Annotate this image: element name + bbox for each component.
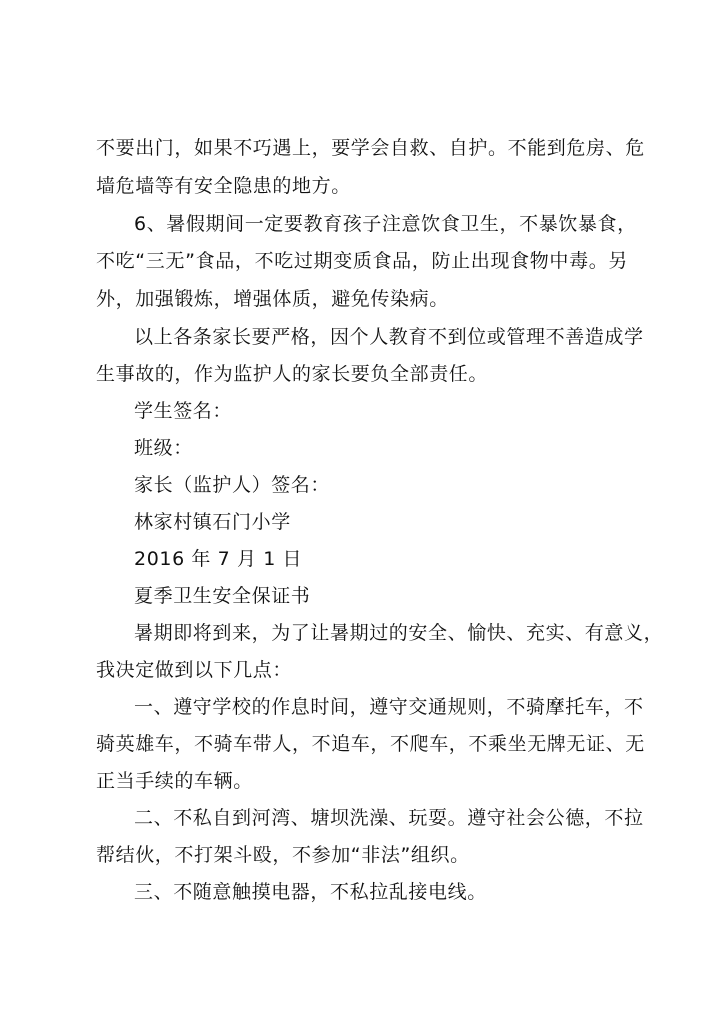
text-line: 三、不随意触摸电器，不私拉乱接电线。 [134, 881, 487, 903]
text-line: 6、暑假期间一定要教育孩子注意饮食卫生，不暴饮暴食， [134, 213, 637, 235]
text-line: 外，加强锻炼，增强体质，避免传染病。 [96, 288, 449, 310]
parent-signature-label: 家长（监护人）签名： [134, 474, 331, 496]
document-title: 夏季卫生安全保证书 [134, 585, 311, 607]
document-date: 2016 年 7 月 1 日 [134, 548, 303, 570]
text-line: 不吃“三无”食品，不吃过期变质食品，防止出现食物中毒。另 [96, 250, 628, 272]
text-line: 暑期即将到来，为了让暑期过的安全、愉快、充实、有意义， [134, 622, 664, 644]
text-line: 不要出门，如果不巧遇上，要学会自救、自护。不能到危房、危 [96, 137, 645, 159]
text-line: 一、遵守学校的作息时间，遵守交通规则，不骑摩托车，不 [134, 696, 644, 718]
text-line: 帮结伙，不打架斗殴，不参加“非法”组织。 [96, 844, 470, 866]
school-name: 林家村镇石门小学 [134, 511, 291, 533]
text-line: 墙危墙等有安全隐患的地方。 [96, 175, 351, 197]
text-line: 以上各条家长要严格，因个人教育不到位或管理不善造成学 [134, 326, 644, 348]
text-line: 生事故的，作为监护人的家长要负全部责任。 [96, 363, 489, 385]
text-line: 正当手续的车辆。 [96, 770, 253, 792]
text-line: 二、不私自到河湾、塘坝洗澡、玩耍。遵守社会公德，不拉 [134, 807, 644, 829]
signature-label: 学生签名： [134, 400, 233, 422]
text-line: 骑英雄车，不骑车带人，不追车，不爬车，不乘坐无牌无证、无 [96, 733, 645, 755]
text-line: 我决定做到以下几点： [96, 659, 293, 681]
class-label: 班级： [134, 437, 193, 459]
